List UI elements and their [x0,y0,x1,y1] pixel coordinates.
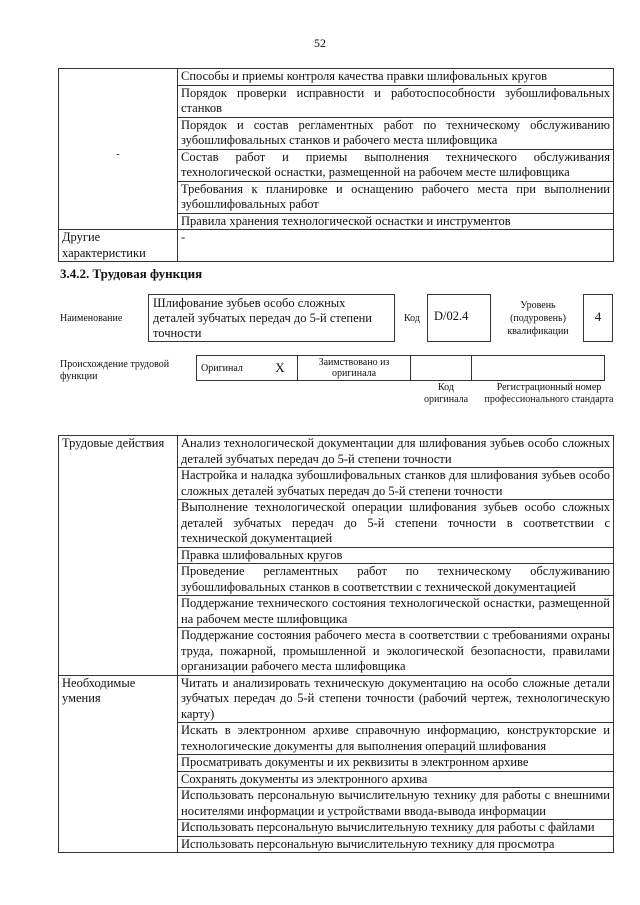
original-label: Оригинал [197,356,264,381]
table-row: Порядок и состав регламентных работ по техническому обслуживанию зубошлифовальных станков и рабочего места шлифовщика [178,117,614,149]
table-row: Сохранять документы из электронного архива [178,771,614,788]
origin-code-caption: Код оригинала [423,382,469,405]
table-row: Настройка и наладка зубошлифовальных станков для шлифования зубьев особо сложных деталей зубчатых передач до 5-й степени точности [178,468,614,500]
other-characteristics-label: Другие характеристики [59,230,178,262]
origin-reg-caption: Регистрационный номер профессионального стандарта [484,382,614,405]
table-row: Использовать персональную вычислительную технику для работы с внешними носителями информации и устройствами ввода-вывода информации [178,788,614,820]
function-details-table [58,435,614,853]
table-row: Правка шлифовальных кругов [178,547,614,564]
table-row: Требования к планировке и оснащению рабочего места при выполнении зубошлифовальных работ [178,181,614,213]
table-row: Проведение регламентных работ по техническому обслуживанию зубошлифовальных станков в соответствии с технической документацией [178,564,614,596]
function-name-value: Шлифование зубьев особо сложных деталей зубчатых передач до 5-й степени точности [148,294,395,342]
labor-actions-label: Трудовые действия [59,436,178,676]
table-row: Состав работ и приемы выполнения технического обслуживания технологической оснастки, размещенной на рабочем месте шлифовщика [178,149,614,181]
table-row-label-empty [59,69,178,230]
table-row: Использовать персональную вычислительную технику для работы с файлами [178,820,614,837]
original-mark: X [263,356,298,381]
other-characteristics-value: - [178,230,614,262]
origin-reg-cell [472,356,605,381]
table-row: Использовать персональную вычислительную технику для просмотра [178,836,614,853]
origin-label: Происхождение трудовой функции [60,359,170,382]
table-row: Искать в электронном архиве справочную информацию, конструкторские и технологические документы для выполнения операций шлифования [178,723,614,755]
table-row: Поддержание технического состояния технологической оснастки, размещенной на рабочем месте шлифовщика [178,596,614,628]
table-row: Способы и приемы контроля качества правки шлифовальных кругов [178,69,614,86]
code-label: Код [404,313,420,324]
level-value: 4 [583,294,613,342]
function-code-value: D/02.4 [427,294,491,342]
table-marker: - [116,149,120,160]
table-row: Выполнение технологической операции шлифования зубьев особо сложных деталей зубчатых передач до 5-й степени точности в соответствии с технической документацией [178,500,614,548]
table-row: Правила хранения технологической оснастки и инструментов [178,213,614,230]
table-row: Порядок проверки исправности и работоспособности зубошлифовальных станков [178,85,614,117]
name-label: Наименование [60,313,123,324]
skills-label: Необходимые умения [59,675,178,853]
level-label: Уровень (подуровень) квалификации [507,300,569,337]
borrowed-label: Заимствовано из оригинала [298,356,411,381]
origin-code-cell [411,356,472,381]
origin-table [196,355,605,381]
table-row: Читать и анализировать техническую документацию на особо сложные детали зубчатых передач до 5-й степени точности (рабочий чертеж, технологическую карту) [178,675,614,723]
table-row: Анализ технологической документации для шлифования зубьев особо сложных деталей зубчатых передач до 5-й степени точности [178,436,614,468]
section-heading: 3.4.2. Трудовая функция [60,266,203,281]
table-row: Поддержание состояния рабочего места в соответствии с требованиями охраны труда, пожарной, промышленной и экологической безопасности, правилами организации рабочего места шлифовщика [178,628,614,676]
page-number: 52 [314,36,326,50]
knowledge-table-continued [58,68,614,262]
table-row: Просматривать документы и их реквизиты в электронном архиве [178,755,614,772]
